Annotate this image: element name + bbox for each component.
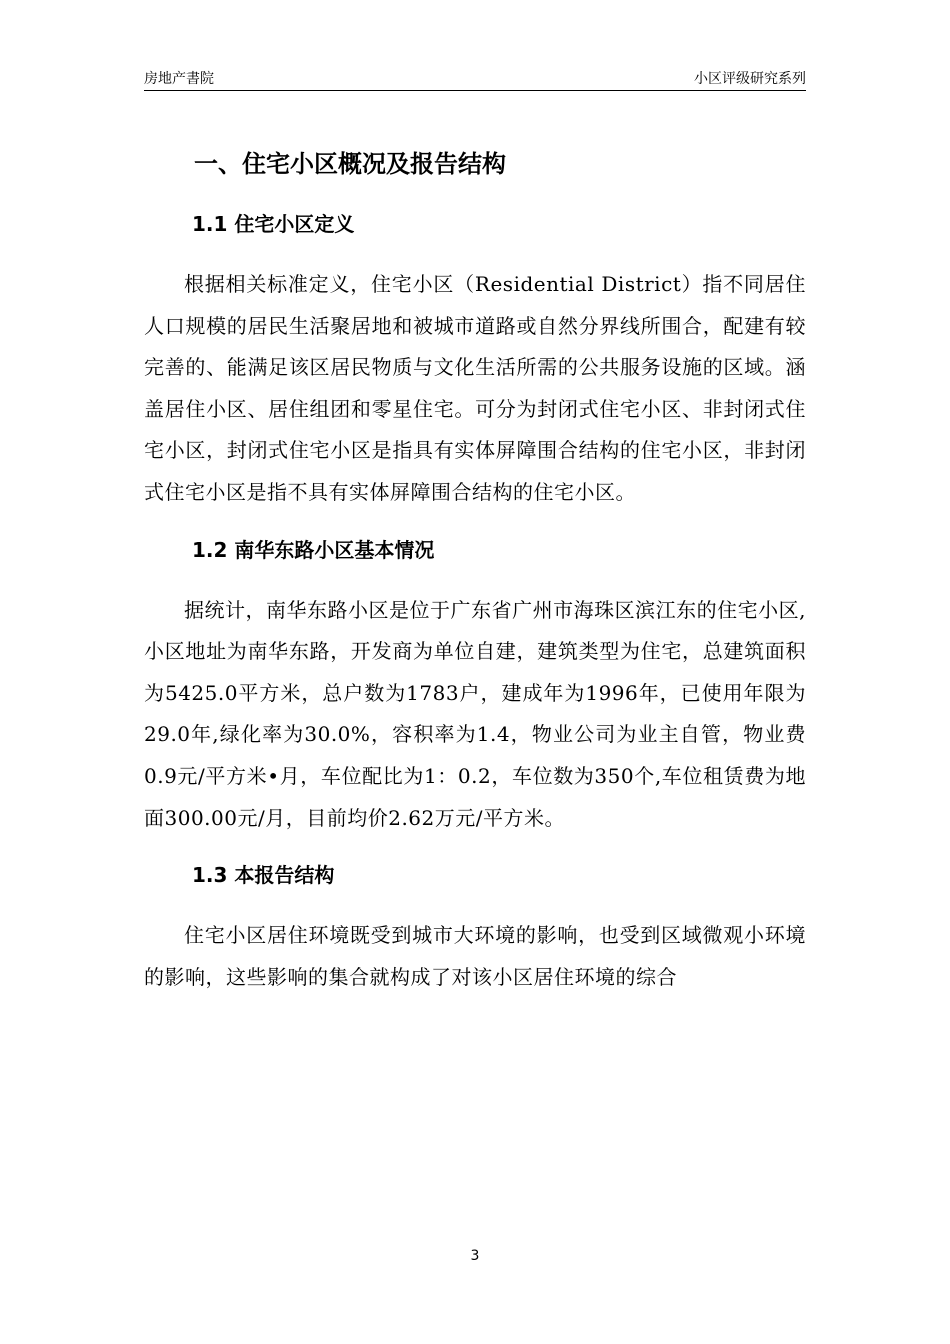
section-paragraph-report-structure: 住宅小区居住环境既受到城市大环境的影响，也受到区域微观小环境的影响，这些影响的集合就构成了对该小区居住环境的综合 xyxy=(144,923,806,989)
chapter-title: 一、住宅小区概况及报告结构 xyxy=(194,150,506,178)
section-title-basic-info: 1.2 南华东路小区基本情况 xyxy=(192,537,435,562)
section-title-report-structure: 1.3 本报告结构 xyxy=(192,863,335,888)
document-body xyxy=(144,140,806,998)
page-number: 3 xyxy=(470,1248,480,1264)
page-header xyxy=(144,66,806,91)
section-paragraph-basic-info: 据统计，南华东路小区是位于广东省广州市海珠区滨江东的住宅小区,小区地址为南华东路，开发商为单位自建，建筑类型为住宅，总建筑面积为5425.0平方米，总户数为1783户，建成年为1996年，已使用年限为29.0年,绿化率为30.0%，容积率为1.4，物业公司为业主自管，物业费0.9元/平方米•月，车位配比为1：0.2，车位数为350个,车位租赁费为地面300.00元/月，目前均价2.62万元/平方米。 xyxy=(144,597,806,830)
section-title-definition: 1.1 住宅小区定义 xyxy=(192,212,355,236)
header-series: 小区评级研究系列 xyxy=(694,71,806,87)
section-paragraph-definition: 根据相关标准定义，住宅小区（Residential District）指不同居住人口规模的居民生活聚居地和被城市道路或自然分界线所围合，配建有较完善的、能满足该区居民物质与文化生活所需的公共服务设施的区域。涵盖居住小区、居住组团和零星住宅。可分为封闭式住宅小区、非封闭式住宅小区，封闭式住宅小区是指具有实体屏障围合结构的住宅小区，非封闭式住宅小区是指不具有实体屏障围合结构的住宅小区。 xyxy=(144,272,806,504)
header-publisher: 房地产書院 xyxy=(144,71,214,87)
